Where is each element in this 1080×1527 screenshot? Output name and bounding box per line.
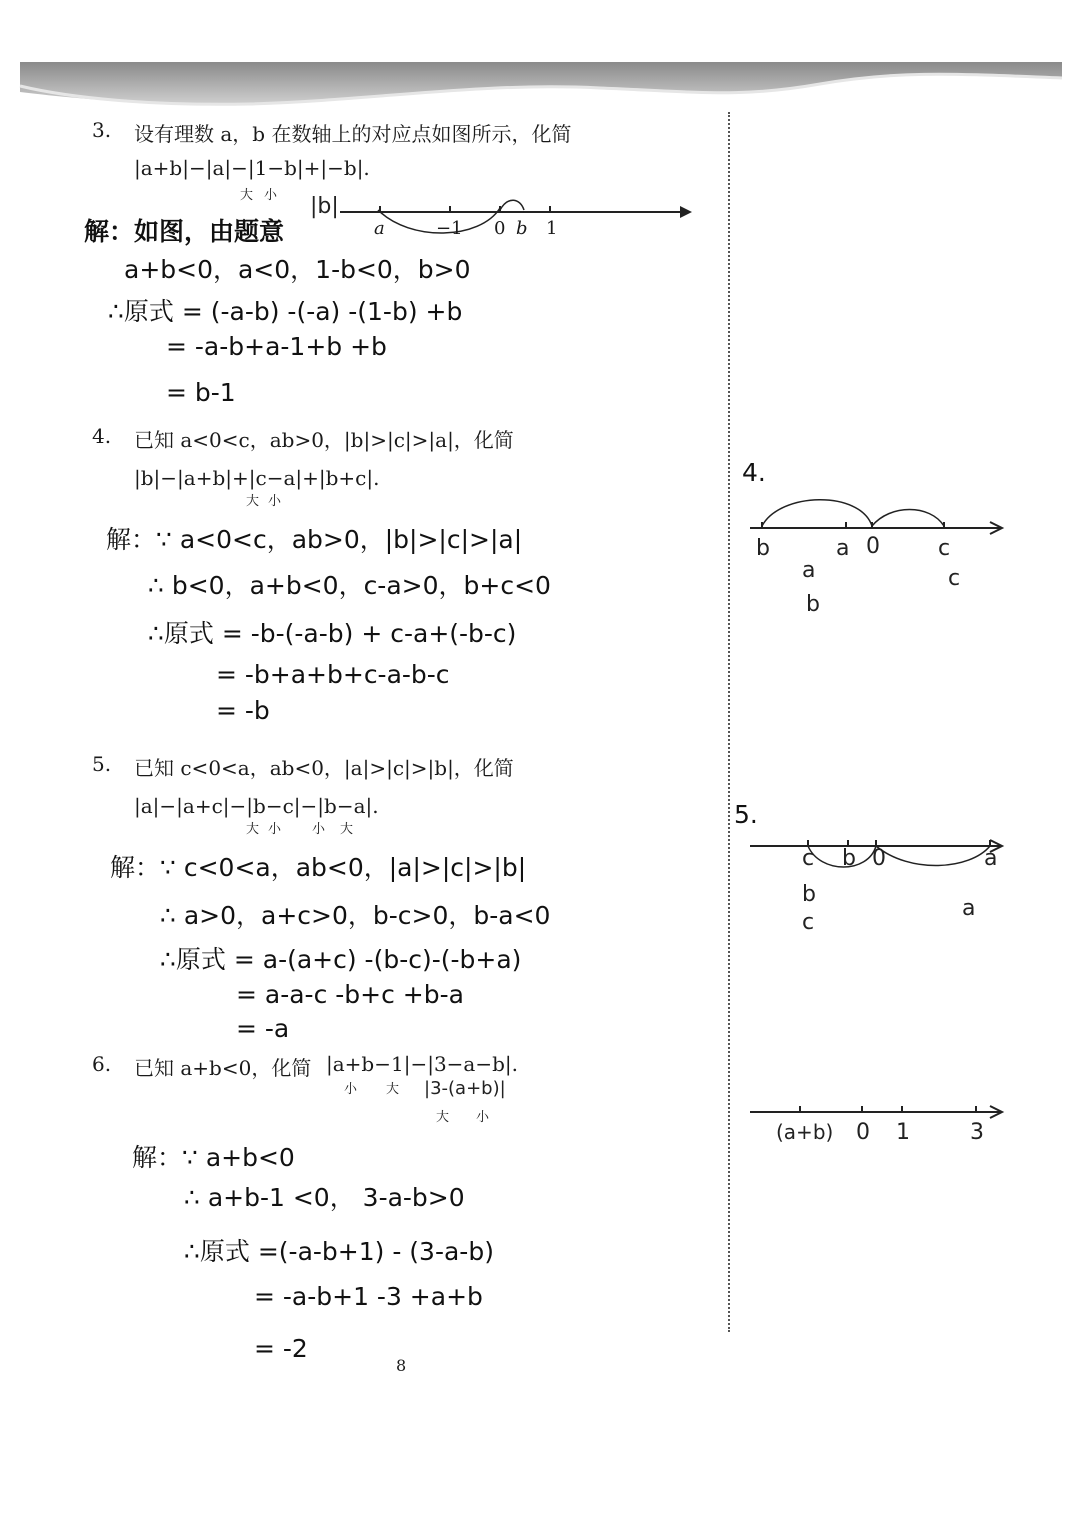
problem-6-solution-line-4: = -a-b+1 -3 +a+b xyxy=(254,1282,483,1311)
sketch-4-below-c: c xyxy=(948,566,961,591)
problem-3-number: 3. xyxy=(92,118,112,142)
sketch-5-label: 5. xyxy=(734,800,758,829)
problem-4-solution-line-3: ∴原式 = -b-(-a-b) + c-a+(-b-c) xyxy=(148,619,517,648)
problem-6-mark-small-2: 小 xyxy=(476,1110,490,1125)
problem-3-axis-neg1: −1 xyxy=(436,218,463,239)
problem-5-number: 5. xyxy=(92,752,112,776)
problem-6-solution-line-5: = -2 xyxy=(254,1334,308,1363)
page-number: 8 xyxy=(396,1356,407,1375)
sketch-6-point-ab: (a+b) xyxy=(776,1120,834,1144)
problem-3-mark-small: 小 xyxy=(264,188,278,203)
sketch-4-point-b: b xyxy=(756,536,770,561)
problem-4-solution-line-5: = -b xyxy=(216,696,270,725)
sketch-6-point-0: 0 xyxy=(856,1120,870,1145)
problem-3-mark-big: 大 xyxy=(240,188,254,203)
sketch-4-point-a: a xyxy=(836,536,850,561)
sketch-4-point-0: 0 xyxy=(866,534,880,559)
problem-3-axis-1: 1 xyxy=(546,218,558,239)
problem-6-solution-line-3: ∴原式 =(-a-b+1) - (3-a-b) xyxy=(184,1237,494,1266)
problem-4-solution-line-4: = -b+a+b+c-a-b-c xyxy=(216,660,450,689)
sketch-5-point-a: a xyxy=(984,846,998,871)
problem-4-number: 4. xyxy=(92,424,112,448)
problem-3-axis-b: b xyxy=(516,218,528,239)
sketch-5-point-b: b xyxy=(842,846,856,871)
sketch-4-number-line xyxy=(750,496,1012,536)
problem-5-mark-1: 大 xyxy=(246,822,260,837)
problem-3-solution-line-3: ∴原式 = (-a-b) -(-a) -(1-b) +b xyxy=(108,297,463,326)
sketch-5-below-b: b xyxy=(802,882,816,907)
problem-4-mark-big: 大 xyxy=(246,494,260,509)
problem-4-statement: 已知 a<0<c，ab>0，|b|>|c|>|a|，化简 xyxy=(134,428,514,452)
problem-3-solution-line-2: a+b<0，a<0，1-b<0，b>0 xyxy=(124,255,471,284)
problem-5-solution-line-3: ∴原式 = a-(a+c) -(b-c)-(-b+a) xyxy=(160,945,522,974)
problem-6-mark-big: 大 xyxy=(386,1082,400,1097)
problem-3-mark-abs-b: |b| xyxy=(310,194,339,219)
sketch-4-below-b: b xyxy=(806,592,820,617)
problem-5-expression: |a|−|a+c|−|b−c|−|b−a|. xyxy=(134,794,379,818)
problem-3-statement: 设有理数 a，b 在数轴上的对应点如图所示，化简 xyxy=(134,122,572,146)
problem-3-axis-0: 0 xyxy=(494,218,506,239)
sketch-5-point-c: c xyxy=(802,846,815,871)
problem-3-expression: |a+b|−|a|−|1−b|+|−b|. xyxy=(134,156,370,180)
problem-5-solution-line-1: 解：∵ c<0<a，ab<0，|a|>|c|>|b| xyxy=(110,853,527,882)
problem-3-solution-line-5: = b-1 xyxy=(166,378,236,407)
problem-3-solution-line-4: = -a-b+a-1+b +b xyxy=(166,332,387,361)
sketch-5-point-0: 0 xyxy=(872,846,886,871)
problem-3-solution-line-1: 解：如图，由题意 xyxy=(84,217,285,246)
problem-5-solution-line-5: = -a xyxy=(236,1014,290,1043)
problem-6-solution-line-1: 解：∵ a+b<0 xyxy=(132,1143,295,1172)
problem-6-mark-small: 小 xyxy=(344,1082,358,1097)
problem-4-expression: |b|−|a+b|+|c−a|+|b+c|. xyxy=(134,466,380,490)
problem-5-statement: 已知 c<0<a，ab<0，|a|>|c|>|b|，化简 xyxy=(134,756,514,780)
problem-3-axis-a: a xyxy=(374,218,385,239)
problem-6-statement: 已知 a+b<0，化简 xyxy=(134,1056,312,1080)
sketch-6-point-3: 3 xyxy=(970,1120,984,1145)
problem-5-solution-line-4: = a-a-c -b+c +b-a xyxy=(236,980,464,1009)
sketch-4-label: 4. xyxy=(742,458,766,487)
problem-5-mark-4: 大 xyxy=(340,822,354,837)
problem-5-mark-3: 小 xyxy=(312,822,326,837)
problem-6-mark-expr: |3-(a+b)| xyxy=(424,1078,506,1099)
problem-4-mark-small: 小 xyxy=(268,494,282,509)
sketch-4-point-c: c xyxy=(938,536,951,561)
problem-4-solution-line-1: 解：∵ a<0<c，ab>0，|b|>|c|>|a| xyxy=(106,525,523,554)
sketch-5-below-a: a xyxy=(962,896,976,921)
sketch-4-below-a: a xyxy=(802,558,816,583)
problem-6-expression: |a+b−1|−|3−a−b|. xyxy=(326,1052,519,1076)
problem-4-solution-line-2: ∴ b<0，a+b<0，c-a>0，b+c<0 xyxy=(148,571,551,600)
column-divider xyxy=(728,112,730,1332)
problem-5-solution-line-2: ∴ a>0，a+c>0，b-c>0，b-a<0 xyxy=(160,901,551,930)
problem-6-solution-line-2: ∴ a+b-1 <0， 3-a-b>0 xyxy=(184,1183,465,1212)
problem-6-number: 6. xyxy=(92,1052,112,1076)
sketch-6-point-1: 1 xyxy=(896,1120,910,1145)
problem-6-mark-big-2: 大 xyxy=(436,1110,450,1125)
sketch-5-below-c: c xyxy=(802,910,815,935)
problem-5-mark-2: 小 xyxy=(268,822,282,837)
header-band xyxy=(0,0,1080,120)
